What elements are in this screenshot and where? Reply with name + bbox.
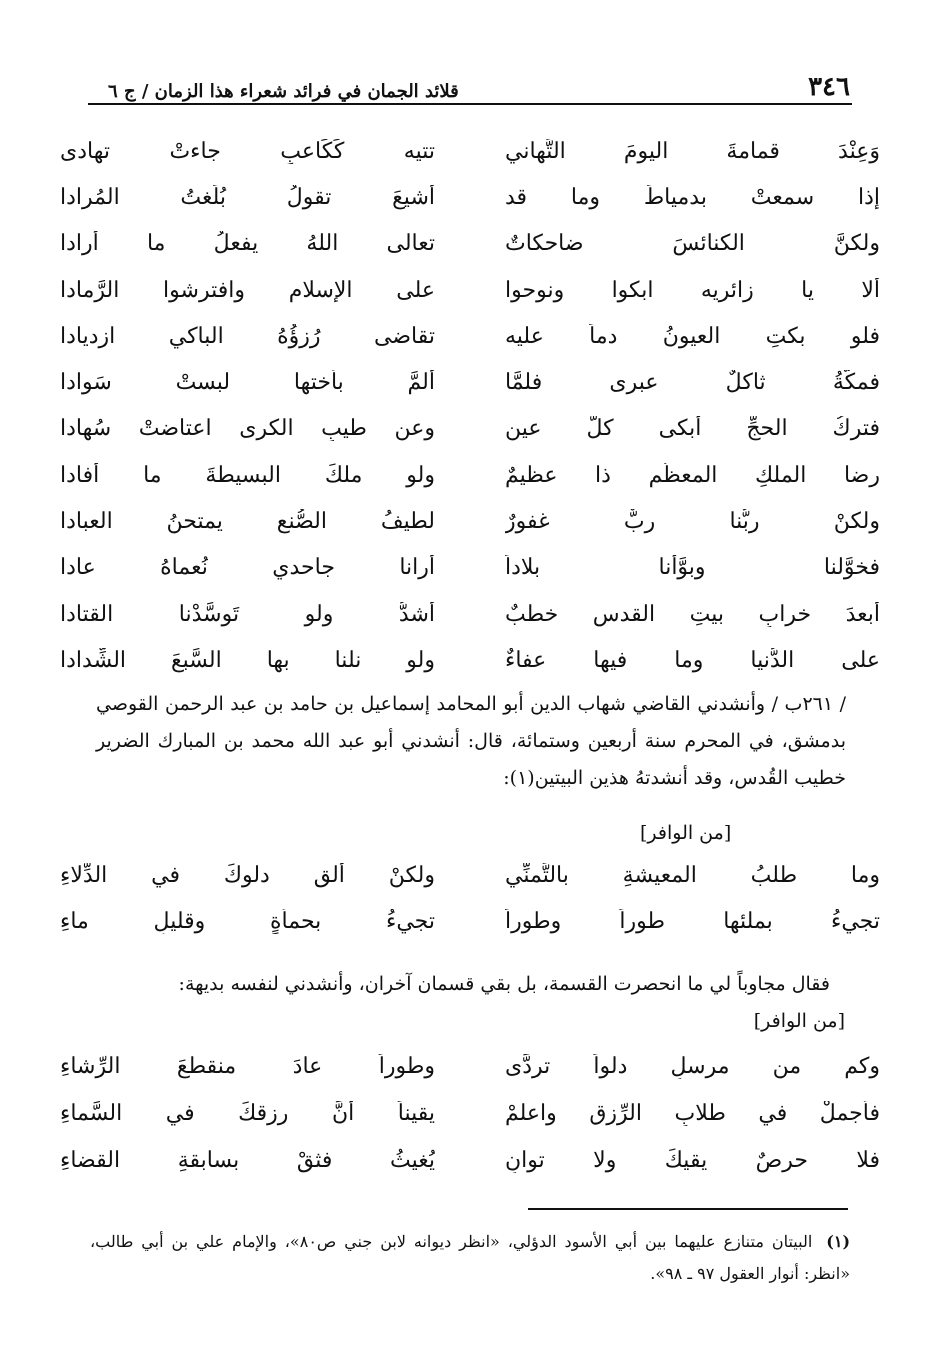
hemistich-left: وعن طيبِ الكرى اعتاضتْ سُهادا xyxy=(60,416,435,442)
footnote-text: البيتان متنازع عليهما بين أبي الأسود الدؤلي، «انظر ديوانه لابن جني ص٨٠»، والإمام علي بن أبي طالب، «انظر: أنوار العقول ٩٧ ـ ٩٨». xyxy=(90,1232,850,1283)
hemistich-right: فلو بكتِ العيونُ دماً عليه xyxy=(505,323,880,349)
hemistich-left: ألمَّ بأختها لبستْ سَوادا xyxy=(60,370,435,396)
verse-line xyxy=(60,1043,880,1090)
verse-line xyxy=(60,637,880,683)
verse-line xyxy=(60,545,880,591)
verse-line xyxy=(60,1090,880,1137)
hemistich-left: تتيه كَكَاعبٍ جاءتْ تهادى xyxy=(60,138,435,164)
hemistich-left: أرانا جاحدي نُعماهُ عادا xyxy=(60,555,435,581)
hemistich-left: يُغيثُ فثقْ بسابقةِ القضاءِ xyxy=(60,1148,435,1173)
reply-paragraph: فقال مجاوباً لي ما انحصرت القسمة، بل بقي قسمان آخران، وأنشدني لنفسه بديهة: xyxy=(178,973,830,995)
hemistich-right: ولكنْ ربُّنا ربٌّ غفورٌ xyxy=(505,509,880,535)
hemistich-right: على الدُّنيا وما فيها عفاءٌ xyxy=(505,647,880,673)
verse-line xyxy=(60,1137,880,1184)
hemistich-right: فأجملْ في طلابِ الرِّزقِ واعلمْ xyxy=(505,1101,880,1126)
footnote xyxy=(90,1226,850,1290)
hemistich-right: وكم من مرسلٍ دلواً تردَّى xyxy=(505,1054,880,1079)
hemistich-right: فلا حرصٌ يقيكَ ولا توانٍ xyxy=(505,1148,880,1173)
meter-label: [من الوافر] xyxy=(753,1010,845,1032)
verse-line xyxy=(60,267,880,313)
footnote-rule xyxy=(528,1208,848,1210)
hemistich-left: يقيناً أنَّ رزقكَ في السَّماءِ xyxy=(60,1101,435,1126)
narrative-paragraph: / ٢٦١ب / وأنشدني القاضي شهاب الدين أبو المحامد إسماعيل بن حامد بن عبد الرحمن القوصي بدمشق، في المحرم سنة أربعين وستمائة، قال: أنشدني أبو عبد الله محمد بن المبارك الضرير خطيب القُدس، وقد أنشدتهُ هذين البيتين(١): xyxy=(96,693,846,789)
verse-line xyxy=(60,591,880,637)
verse-line xyxy=(60,313,880,359)
verse-line xyxy=(60,406,880,452)
hemistich-left: ولو ملكَ البسيطةَ ما أفادا xyxy=(60,462,435,488)
hemistich-right: وَعِنْدَ قمامةَ اليومَ التَّهاني xyxy=(505,138,880,164)
hemistich-left: أشيعَ تقولُ بُلِّغتُ المُرادا xyxy=(60,184,435,210)
verse-line xyxy=(60,898,880,944)
hemistich-right: تجيءُ بملئها طوراً وطوراً xyxy=(505,908,880,934)
poem-block-1 xyxy=(60,128,880,684)
hemistich-right: وما طلبُ المعيشةِ بالتَّمنِّي xyxy=(505,862,880,888)
hemistich-right: إذا سمعتْ بدمياطَ وما قد xyxy=(505,184,880,210)
running-title: قلائد الجمان في فرائد شعراء هذا الزمان / ج ٦ xyxy=(108,81,459,102)
header-rule xyxy=(88,103,852,105)
hemistich-left: تعالى اللهُ يفعلُ ما أرادا xyxy=(60,231,435,257)
verse-line xyxy=(60,852,880,898)
hemistich-right: ولكنَّ الكنائسَ ضاحكاتٌ xyxy=(505,231,880,257)
hemistich-left: تقاضى رُزؤُهُ الباكي ازديادا xyxy=(60,323,435,349)
verse-line xyxy=(60,498,880,544)
meter-label: [من الوافر] xyxy=(640,822,732,844)
hemistich-left: أشدُّ ولو تَوسَّدْنا القتادا xyxy=(60,601,435,627)
hemistich-right: فمكَّةُ ثاكلٌ عبرى فلمَّا xyxy=(505,370,880,396)
hemistich-right: فتركُ الحجِّ أبكى كلَّ عينٍ xyxy=(505,416,880,442)
poem-block-2 xyxy=(60,852,880,944)
hemistich-right: أبعدَ خرابِ بيتِ القدسِ خطبٌ xyxy=(505,601,880,627)
page-header xyxy=(90,58,850,102)
hemistich-right: ألا يا زائريه ابكوا ونوحوا xyxy=(505,277,880,303)
verse-line xyxy=(60,174,880,220)
verse-line xyxy=(60,452,880,498)
hemistich-left: على الإسلامِ وافترشوا الرَّمادا xyxy=(60,277,435,303)
verse-line xyxy=(60,221,880,267)
hemistich-left: ولكنْ ألقِ دلوكَ في الدِّلاءِ xyxy=(60,862,435,888)
footnote-number: (١) xyxy=(826,1232,851,1251)
poem-block-3 xyxy=(60,1043,880,1184)
hemistich-right: رضا الملكِ المعظَّمِ ذا عظيمٌ xyxy=(505,462,880,488)
hemistich-right: فخوَّلنا وبوَّأنا بلاداً xyxy=(505,555,880,581)
verse-line xyxy=(60,359,880,405)
verse-line xyxy=(60,128,880,174)
hemistich-left: تجيءُ بحمأةٍ وقليلِ ماءِ xyxy=(60,908,435,934)
hemistich-left: ولو نلنا بها السَّبعَ الشِّدادا xyxy=(60,647,435,673)
hemistich-left: لطيفُ الصُّنعِ يمتحنُ العبادا xyxy=(60,509,435,535)
hemistich-left: وطوراً عادَ منقطعَ الرِّشاءِ xyxy=(60,1054,435,1079)
page-number: ٣٤٦ xyxy=(808,72,850,102)
